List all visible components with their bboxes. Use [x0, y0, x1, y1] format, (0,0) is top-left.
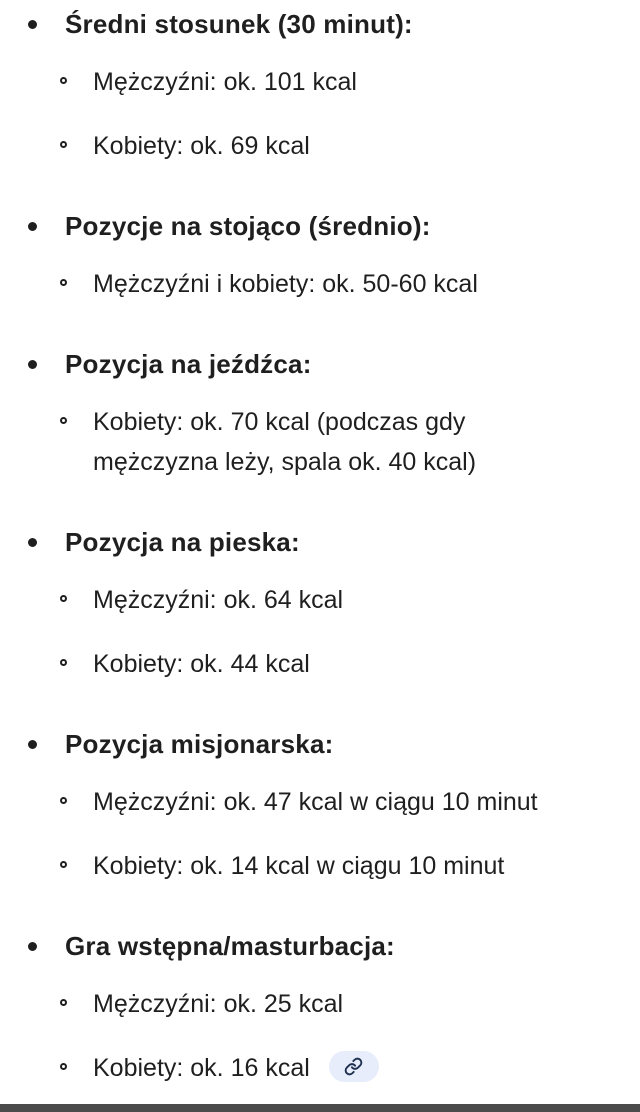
subitem-text: Mężczyźni: ok. 101 kcal — [93, 68, 357, 96]
bullet-open-icon — [60, 1063, 67, 1070]
list-subitem — [93, 984, 593, 1024]
heading-text: Pozycja na pieska: — [65, 527, 300, 557]
list-subitem — [93, 264, 593, 304]
list-item — [0, 926, 640, 1088]
list-subitem — [93, 62, 593, 102]
list-subitem — [93, 644, 593, 684]
bullet-filled-icon — [28, 942, 37, 951]
bullet-open-icon — [60, 141, 67, 148]
bullet-open-icon — [60, 595, 67, 602]
heading-text: Średni stosunek (30 minut): — [65, 9, 413, 39]
subitem-text: Kobiety: ok. 69 kcal — [93, 132, 310, 160]
bullet-filled-icon — [28, 740, 37, 749]
subitem-text: Kobiety: ok. 44 kcal — [93, 650, 310, 678]
subitem-text: Kobiety: ok. 14 kcal w ciągu 10 minut — [93, 852, 505, 880]
list-item — [0, 522, 640, 684]
heading-text: Pozycje na stojąco (średnio): — [65, 211, 431, 241]
bullet-open-icon — [60, 861, 67, 868]
bullet-filled-icon — [28, 360, 37, 369]
list-subitem — [93, 782, 593, 822]
bullet-open-icon — [60, 279, 67, 286]
list-item — [0, 344, 640, 482]
bottom-bar — [0, 1104, 640, 1112]
subitem-text: Mężczyźni: ok. 64 kcal — [93, 586, 344, 614]
subitem-text: Kobiety: ok. 16 kcal — [93, 1054, 310, 1082]
heading-text: Gra wstępna/masturbacja: — [65, 931, 395, 961]
subitem-text: Mężczyźni: ok. 47 kcal w ciągu 10 minut — [93, 788, 538, 816]
list-item — [0, 724, 640, 886]
list-subitem — [93, 580, 593, 620]
list-subitem — [93, 126, 593, 166]
bullet-open-icon — [60, 659, 67, 666]
bullet-open-icon — [60, 797, 67, 804]
link-icon — [344, 1057, 363, 1076]
list-item-heading — [65, 926, 640, 966]
list-item — [0, 206, 640, 304]
bullet-open-icon — [60, 417, 67, 424]
list-item-heading — [65, 4, 640, 44]
list-subitem — [93, 846, 593, 886]
heading-text: Pozycja na jeźdźca: — [65, 349, 312, 379]
bullet-filled-icon — [28, 20, 37, 29]
bullet-open-icon — [60, 999, 67, 1006]
list-item-heading — [65, 206, 640, 246]
bullet-filled-icon — [28, 538, 37, 547]
source-link-chip[interactable] — [329, 1051, 379, 1082]
bullet-open-icon — [60, 77, 67, 84]
list-subitem — [93, 402, 593, 482]
subitem-text: Kobiety: ok. 70 kcal (podczas gdy mężczyzna leży, spala ok. 40 kcal) — [93, 408, 477, 476]
list-item — [0, 4, 640, 166]
bullet-filled-icon — [28, 222, 37, 231]
subitem-text: Mężczyźni i kobiety: ok. 50-60 kcal — [93, 270, 478, 298]
list-subitem — [93, 1048, 593, 1088]
subitem-text: Mężczyźni: ok. 25 kcal — [93, 990, 344, 1018]
list-item-heading — [65, 724, 640, 764]
heading-text: Pozycja misjonarska: — [65, 729, 334, 759]
list-item-heading — [65, 522, 640, 562]
list-item-heading — [65, 344, 640, 384]
